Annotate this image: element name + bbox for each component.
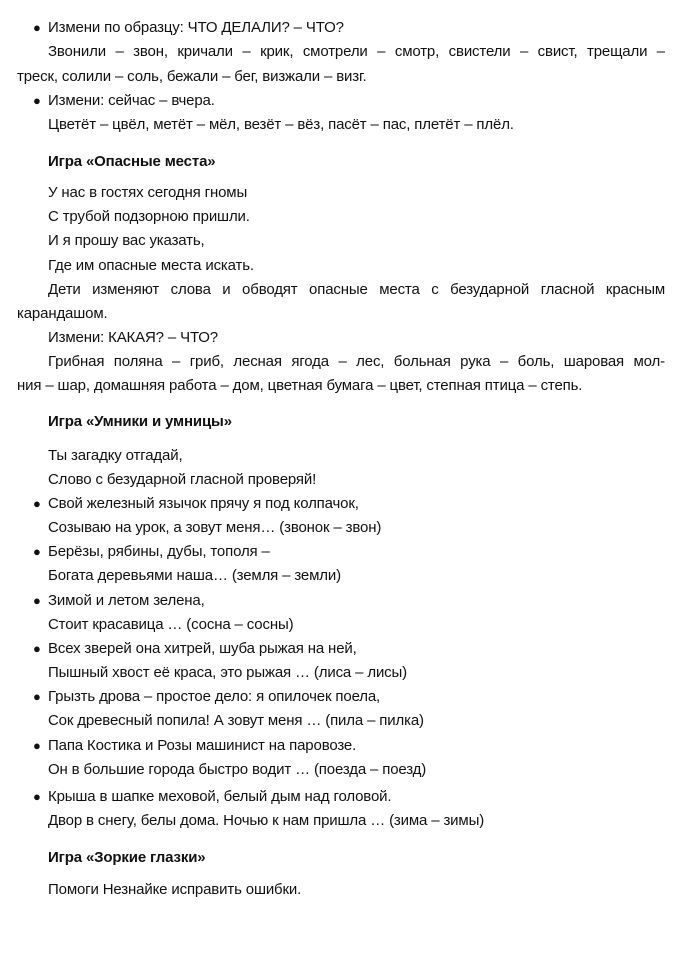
section-heading: Игра «Опасные места»	[48, 153, 216, 170]
riddle-line: Берёзы, рябины, дубы, тополя –	[48, 543, 270, 560]
answers-text: ния – шар, домашняя работа – дом, цветная бумага – цвет, степная птица – степь.	[17, 377, 583, 394]
poem-line: Где им опасные места искать.	[48, 257, 254, 274]
riddle-line: Двор в снегу, белы дома. Ночью к нам пришла … (зима – зимы)	[48, 812, 485, 829]
poem-line: У нас в гостях сегодня гномы	[48, 184, 248, 201]
task-text: Измени: КАКАЯ? – ЧТО?	[48, 329, 218, 346]
bullet-icon: ●	[33, 544, 41, 559]
example-text: треск, солили – соль, бежали – бег, визжали – визг.	[17, 68, 367, 85]
bullet-icon: ●	[33, 496, 41, 511]
exercise-instruction: Измени: сейчас – вчера.	[48, 92, 215, 109]
bullet-icon: ●	[33, 20, 41, 35]
riddle-line: Всех зверей она хитрей, шуба рыжая на ней,	[48, 640, 357, 657]
example-text: Цветёт – цвёл, метёт – мёл, везёт – вёз, пасёт – пас, плетёт – плёл.	[48, 116, 514, 133]
bullet-icon: ●	[33, 641, 41, 656]
riddle-line: Пышный хвост её краса, это рыжая … (лиса – лисы)	[48, 664, 408, 681]
task-text: Помоги Незнайке исправить ошибки.	[48, 881, 302, 898]
answers-text: Грибная поляна – гриб, лесная ягода – лес, больная рука – боль, шаровая мол-	[48, 353, 665, 370]
bullet-icon: ●	[33, 789, 41, 804]
poem-line: С трубой подзорною пришли.	[48, 208, 250, 225]
riddle-line: Зимой и летом зелена,	[48, 592, 205, 609]
riddle-line: Крыша в шапке меховой, белый дым над головой.	[48, 788, 392, 805]
riddle-line: Стоит красавица … (сосна – сосны)	[48, 616, 294, 633]
riddle-line: Богата деревьями наша… (земля – земли)	[48, 567, 341, 584]
section-heading: Игра «Умники и умницы»	[48, 413, 232, 430]
intro-line: Слово с безударной гласной проверяй!	[48, 471, 317, 488]
bullet-icon: ●	[33, 689, 41, 704]
riddle-line: Он в большие города быстро водит … (поезда – поезд)	[48, 761, 427, 778]
exercise-instruction: Измени по образцу: ЧТО ДЕЛАЛИ? – ЧТО?	[48, 19, 344, 36]
bullet-icon: ●	[33, 593, 41, 608]
example-text: Звонили – звон, кричали – крик, смотрели – смотр, свистели – свист, трещали –	[48, 43, 665, 60]
riddle-line: Свой железный язычок прячу я под колпачок,	[48, 495, 359, 512]
riddle-line: Папа Костика и Розы машинист на паровозе.	[48, 737, 357, 754]
instruction-text: карандашом.	[17, 305, 108, 322]
riddle-line: Грызть дрова – простое дело: я опилочек поела,	[48, 688, 381, 705]
section-heading: Игра «Зоркие глазки»	[48, 849, 206, 866]
bullet-icon: ●	[33, 93, 41, 108]
riddle-line: Сок древесный попила! А зовут меня … (пила – пилка)	[48, 712, 424, 729]
bullet-icon: ●	[33, 738, 41, 753]
poem-line: И я прошу вас указать,	[48, 232, 205, 249]
riddle-line: Созываю на урок, а зовут меня… (звонок – звон)	[48, 519, 382, 536]
intro-line: Ты загадку отгадай,	[48, 447, 183, 464]
instruction-text: Дети изменяют слова и обводят опасные места с безударной гласной красным	[48, 281, 665, 298]
